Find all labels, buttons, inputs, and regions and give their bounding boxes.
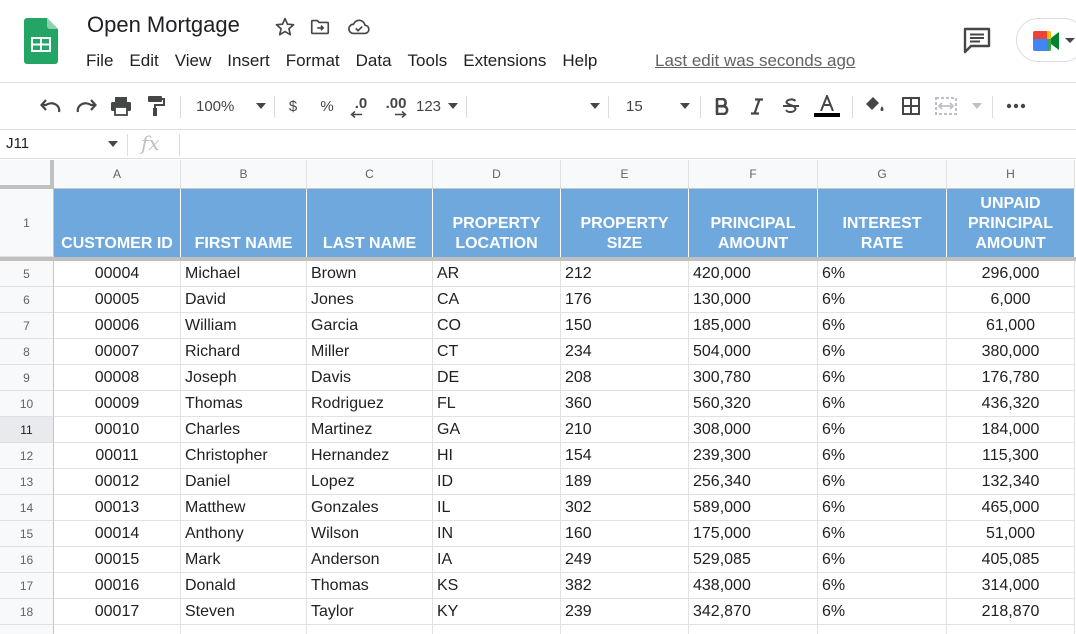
spreadsheet-grid[interactable]	[0, 160, 1076, 634]
row-header[interactable]: 18	[0, 599, 54, 625]
menu-tools[interactable]: Tools	[407, 51, 448, 70]
table-cell[interactable]: KS	[433, 573, 561, 599]
table-cell[interactable]: 6%	[818, 391, 947, 417]
table-cell[interactable]: 00008	[54, 365, 181, 391]
row-header[interactable]: 11	[0, 417, 54, 443]
table-cell[interactable]: IN	[433, 521, 561, 547]
menu-extensions[interactable]: Extensions	[463, 51, 547, 70]
row-header[interactable]: 10	[0, 391, 54, 417]
chevron-down-icon[interactable]	[108, 141, 118, 147]
table-cell[interactable]: 249	[561, 547, 689, 573]
table-cell[interactable]: DE	[433, 365, 561, 391]
table-cell[interactable]: Anthony	[181, 521, 307, 547]
table-cell[interactable]: IL	[433, 495, 561, 521]
fill-color-icon[interactable]	[862, 93, 888, 119]
table-cell[interactable]: 154	[561, 443, 689, 469]
table-cell[interactable]: 208	[561, 365, 689, 391]
table-cell[interactable]: 6%	[818, 599, 947, 625]
table-cell[interactable]: 382	[561, 573, 689, 599]
table-cell[interactable]: 529,085	[689, 547, 818, 573]
header-cell-text: AMOUNT	[975, 235, 1046, 252]
table-cell[interactable]: 212	[561, 261, 689, 287]
zoom-value: 100%	[196, 97, 235, 115]
chevron-down-icon	[1065, 37, 1075, 45]
font-size-select[interactable]: 15	[618, 93, 690, 119]
header-cell-text: PROPERTY	[452, 215, 541, 232]
table-cell[interactable]: 00013	[54, 495, 181, 521]
table-cell[interactable]: ID	[433, 469, 561, 495]
table-cell[interactable]: 6%	[818, 313, 947, 339]
header-cell[interactable]	[54, 189, 181, 257]
table-cell[interactable]: Taylor	[307, 599, 433, 625]
table-cell[interactable]: 150	[561, 313, 689, 339]
table-cell[interactable]: Daniel	[181, 469, 307, 495]
table-cell[interactable]: 00004	[54, 261, 181, 287]
move-folder-icon[interactable]	[309, 16, 331, 38]
table-cell[interactable]: Lopez	[307, 469, 433, 495]
table-cell[interactable]: 438,000	[689, 573, 818, 599]
borders-icon[interactable]	[898, 93, 924, 119]
sheets-logo-icon[interactable]	[24, 18, 58, 64]
table-cell[interactable]: CT	[433, 339, 561, 365]
more-options-icon[interactable]	[1003, 93, 1029, 119]
table-cell[interactable]: 00011	[54, 443, 181, 469]
table-cell[interactable]: 00009	[54, 391, 181, 417]
text-color-icon[interactable]	[813, 93, 841, 119]
table-cell[interactable]: 00007	[54, 339, 181, 365]
table-cell[interactable]: 132,340	[947, 469, 1075, 495]
table-cell[interactable]: 302	[561, 495, 689, 521]
redo-icon[interactable]	[73, 93, 99, 119]
menu-help[interactable]: Help	[562, 51, 598, 70]
table-cell[interactable]: 00012	[54, 469, 181, 495]
header-cell-text: PROPERTY	[580, 215, 669, 232]
table-cell[interactable]: 6%	[818, 287, 947, 313]
decrease-decimal-button[interactable]: .0	[347, 93, 375, 119]
header-cell[interactable]	[818, 189, 947, 257]
row-header[interactable]: 6	[0, 287, 54, 313]
star-icon[interactable]	[274, 16, 296, 38]
select-all-corner[interactable]	[0, 160, 54, 189]
table-cell[interactable]: 6%	[818, 417, 947, 443]
header-cell-text: LAST NAME	[322, 235, 417, 252]
table-cell[interactable]: 6%	[818, 339, 947, 365]
header-cell[interactable]	[181, 189, 307, 257]
column-header-g[interactable]: G	[818, 160, 947, 189]
table-cell[interactable]: 308,000	[689, 417, 818, 443]
table-cell[interactable]: 210	[561, 417, 689, 443]
column-header-b[interactable]: B	[181, 160, 307, 189]
last-edit-link[interactable]: Last edit was seconds ago	[655, 51, 856, 70]
table-cell[interactable]: Hernandez	[307, 443, 433, 469]
menu-edit[interactable]: Edit	[129, 51, 159, 70]
table-cell[interactable]: Joseph	[181, 365, 307, 391]
table-cell[interactable]: 6%	[818, 521, 947, 547]
title-bar	[0, 0, 1076, 80]
row-header[interactable]: 15	[0, 521, 54, 547]
table-cell[interactable]: Jones	[307, 287, 433, 313]
increase-decimal-button[interactable]: .00	[381, 93, 411, 119]
table-cell[interactable]: 405,085	[947, 547, 1075, 573]
table-cell[interactable]: 239	[561, 599, 689, 625]
table-cell[interactable]	[947, 625, 1075, 634]
table-cell[interactable]: 6%	[818, 443, 947, 469]
table-cell[interactable]	[181, 625, 307, 634]
table-cell[interactable]	[561, 625, 689, 634]
table-cell[interactable]: 300,780	[689, 365, 818, 391]
header-cell[interactable]	[947, 189, 1075, 257]
document-title[interactable]: Open Mortgage	[87, 12, 240, 37]
table-cell[interactable]: HI	[433, 443, 561, 469]
row-header[interactable]	[0, 625, 54, 634]
chevron-down-icon	[972, 103, 982, 109]
header-cell[interactable]	[307, 189, 433, 257]
table-cell[interactable]: 00016	[54, 573, 181, 599]
table-cell[interactable]: 184,000	[947, 417, 1075, 443]
column-header-f[interactable]: F	[689, 160, 818, 189]
table-cell[interactable]: 256,340	[689, 469, 818, 495]
table-cell[interactable]: Davis	[307, 365, 433, 391]
header-cell-text: UNPAID	[980, 195, 1041, 212]
table-cell[interactable]: 160	[561, 521, 689, 547]
font-family-select[interactable]	[474, 93, 600, 119]
column-header-c[interactable]: C	[307, 160, 433, 189]
column-header-h[interactable]: H	[947, 160, 1075, 189]
table-cell[interactable]: 185,000	[689, 313, 818, 339]
menu-view[interactable]: View	[174, 51, 212, 70]
meet-button[interactable]	[1016, 18, 1076, 62]
table-cell[interactable]: Gonzales	[307, 495, 433, 521]
table-cell[interactable]: 6%	[818, 495, 947, 521]
column-header-a[interactable]: A	[54, 160, 181, 189]
row-header[interactable]: 7	[0, 313, 54, 339]
table-cell[interactable]: 504,000	[689, 339, 818, 365]
menu-format[interactable]: Format	[285, 51, 340, 70]
chevron-down-icon	[448, 103, 458, 109]
currency-format-button[interactable]: $	[288, 97, 298, 115]
menu-file[interactable]: File	[86, 51, 114, 70]
table-cell[interactable]: 342,870	[689, 599, 818, 625]
table-cell[interactable]: 465,000	[947, 495, 1075, 521]
table-cell[interactable]: Wilson	[307, 521, 433, 547]
table-cell[interactable]: David	[181, 287, 307, 313]
table-cell[interactable]: FL	[433, 391, 561, 417]
table-cell[interactable]: 360	[561, 391, 689, 417]
table-cell[interactable]: Steven	[181, 599, 307, 625]
table-cell[interactable]: CO	[433, 313, 561, 339]
table-cell[interactable]: 436,320	[947, 391, 1075, 417]
arrow-left-icon	[350, 111, 362, 118]
table-cell[interactable]: Anderson	[307, 547, 433, 573]
menu-bar	[86, 50, 613, 72]
table-cell[interactable]: Donald	[181, 573, 307, 599]
table-cell[interactable]	[54, 625, 181, 634]
header-cell-text: PRINCIPAL	[967, 215, 1054, 232]
table-cell[interactable]	[689, 625, 818, 634]
row-header[interactable]: 14	[0, 495, 54, 521]
table-cell[interactable]: 6%	[818, 573, 947, 599]
header-cell-text: PRINCIPAL	[710, 215, 796, 232]
table-cell[interactable]: 175,000	[689, 521, 818, 547]
table-cell[interactable]: Thomas	[307, 573, 433, 599]
table-cell[interactable]: 00014	[54, 521, 181, 547]
table-cell[interactable]: 6%	[818, 261, 947, 287]
paint-format-icon[interactable]	[143, 93, 169, 119]
chevron-down-icon	[590, 103, 600, 109]
table-cell[interactable]: Miller	[307, 339, 433, 365]
menu-insert[interactable]: Insert	[227, 51, 270, 70]
column-header-d[interactable]: D	[433, 160, 561, 189]
fx-icon: fx	[141, 131, 160, 155]
menu-data[interactable]: Data	[355, 51, 392, 70]
table-cell[interactable]: 51,000	[947, 521, 1075, 547]
table-cell[interactable]: Thomas	[181, 391, 307, 417]
row-header[interactable]: 12	[0, 443, 54, 469]
table-cell[interactable]	[818, 625, 947, 634]
table-cell[interactable]: 6%	[818, 469, 947, 495]
table-cell[interactable]: Martinez	[307, 417, 433, 443]
table-cell[interactable]: 00015	[54, 547, 181, 573]
table-cell[interactable]	[307, 625, 433, 634]
table-cell[interactable]: Matthew	[181, 495, 307, 521]
table-cell[interactable]: Michael	[181, 261, 307, 287]
header-cell-text: INTEREST	[842, 215, 922, 232]
table-cell[interactable]: 239,300	[689, 443, 818, 469]
row-header[interactable]: 16	[0, 547, 54, 573]
undo-icon[interactable]	[38, 93, 64, 119]
merge-cells-select[interactable]	[934, 93, 982, 119]
formula-bar	[0, 129, 1076, 159]
meet-icon	[1031, 29, 1061, 53]
row-header[interactable]: 5	[0, 261, 54, 287]
table-cell[interactable]: CA	[433, 287, 561, 313]
table-cell[interactable]: 296,000	[947, 261, 1075, 287]
percent-format-button[interactable]: %	[320, 97, 334, 115]
table-cell[interactable]: 234	[561, 339, 689, 365]
header-cell-text: AMOUNT	[717, 235, 789, 252]
header-cell-text: CUSTOMER ID	[61, 235, 173, 252]
cloud-saved-icon[interactable]	[347, 16, 369, 38]
toolbar	[0, 82, 1076, 128]
table-cell[interactable]	[433, 625, 561, 634]
strikethrough-icon[interactable]	[779, 93, 803, 119]
header-cell-text: LOCATION	[455, 235, 538, 252]
header-cell[interactable]	[433, 189, 561, 257]
row-header[interactable]: 17	[0, 573, 54, 599]
table-cell[interactable]: 314,000	[947, 573, 1075, 599]
table-cell[interactable]: Richard	[181, 339, 307, 365]
table-cell[interactable]: Brown	[307, 261, 433, 287]
table-cell[interactable]: Rodriguez	[307, 391, 433, 417]
table-cell[interactable]: 61,000	[947, 313, 1075, 339]
table-cell[interactable]: 560,320	[689, 391, 818, 417]
table-cell[interactable]: 589,000	[689, 495, 818, 521]
table-cell[interactable]: Garcia	[307, 313, 433, 339]
column-header-e[interactable]: E	[561, 160, 689, 189]
name-box[interactable]: J11	[6, 135, 30, 152]
row-header[interactable]: 9	[0, 365, 54, 391]
header-cell[interactable]	[561, 189, 689, 257]
table-cell[interactable]: 218,870	[947, 599, 1075, 625]
table-cell[interactable]: 6%	[818, 547, 947, 573]
table-cell[interactable]: 189	[561, 469, 689, 495]
more-formats-select[interactable]: 123	[416, 93, 458, 119]
row-header[interactable]: 13	[0, 469, 54, 495]
table-cell[interactable]: 00017	[54, 599, 181, 625]
table-cell[interactable]: 176,780	[947, 365, 1075, 391]
merge-cells-icon	[934, 96, 958, 116]
table-cell[interactable]: 420,000	[689, 261, 818, 287]
table-cell[interactable]: 00005	[54, 287, 181, 313]
table-cell[interactable]: IA	[433, 547, 561, 573]
table-cell[interactable]: 6,000	[947, 287, 1075, 313]
arrow-right-icon	[395, 111, 407, 118]
print-icon[interactable]	[108, 93, 134, 119]
table-cell[interactable]: 00010	[54, 417, 181, 443]
chevron-down-icon	[680, 103, 690, 109]
header-cell-text: RATE	[860, 235, 904, 252]
table-cell[interactable]: Christopher	[181, 443, 307, 469]
zoom-select[interactable]	[190, 93, 266, 119]
row-header[interactable]: 8	[0, 339, 54, 365]
comments-icon[interactable]	[962, 26, 992, 54]
table-cell[interactable]: 380,000	[947, 339, 1075, 365]
table-cell[interactable]: 00006	[54, 313, 181, 339]
header-cell-text: SIZE	[606, 235, 643, 252]
table-cell[interactable]: AR	[433, 261, 561, 287]
italic-icon[interactable]	[745, 93, 769, 119]
row-header[interactable]: 1	[0, 189, 54, 257]
table-cell[interactable]: KY	[433, 599, 561, 625]
table-cell[interactable]: GA	[433, 417, 561, 443]
header-cell[interactable]	[689, 189, 818, 257]
table-cell[interactable]: William	[181, 313, 307, 339]
table-cell[interactable]: Charles	[181, 417, 307, 443]
table-cell[interactable]: 130,000	[689, 287, 818, 313]
table-cell[interactable]: Mark	[181, 547, 307, 573]
chevron-down-icon	[256, 103, 266, 109]
header-cell-text: FIRST NAME	[194, 235, 293, 252]
bold-icon[interactable]	[710, 93, 734, 119]
table-cell[interactable]: 115,300	[947, 443, 1075, 469]
table-cell[interactable]: 6%	[818, 365, 947, 391]
table-cell[interactable]: 176	[561, 287, 689, 313]
